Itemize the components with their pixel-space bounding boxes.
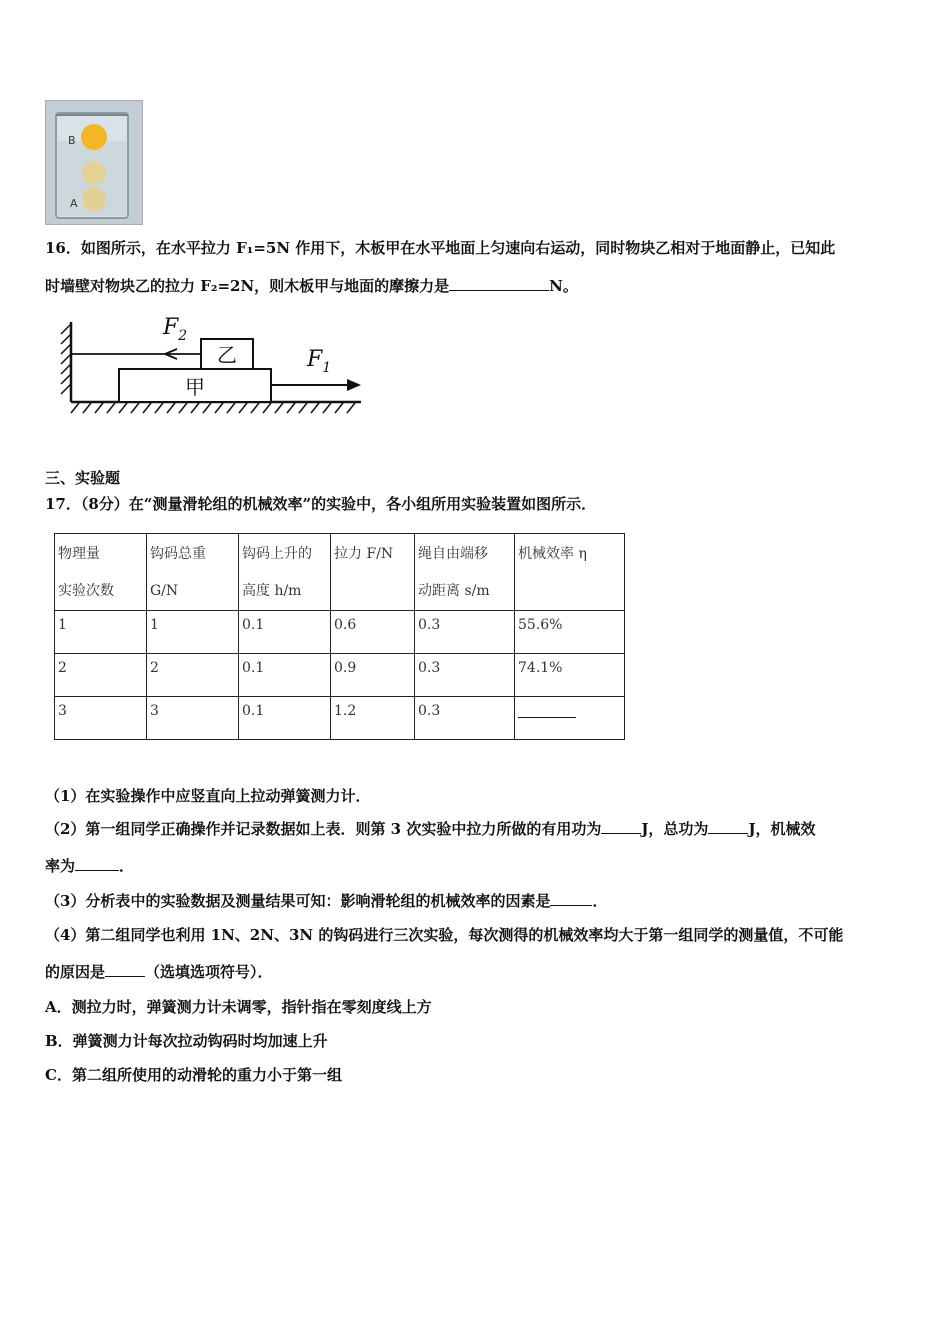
ball-b bbox=[81, 124, 107, 150]
f2-label: $F_2$ bbox=[163, 315, 188, 344]
table-cell: 0.9 bbox=[331, 654, 415, 697]
data-table bbox=[54, 533, 625, 740]
table-cell: 2 bbox=[147, 654, 239, 697]
efficiency-blank-cell[interactable] bbox=[515, 697, 625, 740]
block-yi-label: 乙 bbox=[217, 343, 237, 367]
q17-intro: 17．（8分）在“测量滑轮组的机械效率”的实验中，各小组所用实验装置如图所示． bbox=[45, 495, 597, 513]
q17-part3-suffix: ． bbox=[592, 892, 608, 910]
header-cell: 拉力 F/N bbox=[331, 534, 415, 611]
option-c: C．第二组所使用的动滑轮的重力小于第一组 bbox=[45, 1066, 342, 1084]
q17-part2-line2 bbox=[45, 855, 134, 876]
q17-part4-suffix: （选填选项符号）． bbox=[145, 963, 273, 981]
q16-line1: 16．如图所示，在水平拉力 F₁=5N 作用下，木板甲在水平地面上匀速向右运动，同时物块乙相对于地面静止，已知此 bbox=[45, 239, 836, 257]
useful-work-blank[interactable] bbox=[601, 819, 641, 834]
q17-part3 bbox=[45, 890, 607, 911]
q17-part4-line1: （4）第二组同学也利用 1N、2N、3N 的钩码进行三次实验，每次测得的机械效率均大于第一组同学的测量值，不可能 bbox=[45, 926, 844, 944]
q17-part4-prefix: 的原因是 bbox=[45, 963, 106, 981]
section-heading: 三、实验题 bbox=[45, 469, 121, 487]
q17-part2-text-b: J，总功为 bbox=[641, 820, 709, 838]
q17-part2-text-a: （2）第一组同学正确操作并记录数据如上表．则第 3 次实验中拉力所做的有用功为 bbox=[45, 820, 602, 838]
table-cell: 0.1 bbox=[239, 654, 331, 697]
table-row bbox=[55, 611, 625, 654]
table-cell: 3 bbox=[55, 697, 147, 740]
q17-part1: （1）在实验操作中应竖直向上拉动弹簧测力计． bbox=[45, 787, 371, 805]
board-jia-label: 甲 bbox=[185, 375, 205, 399]
q16-line2 bbox=[45, 275, 578, 296]
force-diagram-svg bbox=[55, 310, 375, 422]
table-cell: 0.3 bbox=[415, 654, 515, 697]
total-work-blank[interactable] bbox=[708, 819, 748, 834]
factor-blank[interactable] bbox=[550, 891, 592, 906]
q16-answer-blank[interactable] bbox=[449, 276, 549, 291]
table-header-row bbox=[55, 534, 625, 611]
q17-part4-line2 bbox=[45, 961, 273, 982]
table-cell: 55.6% bbox=[515, 611, 625, 654]
beaker-photo bbox=[45, 100, 143, 225]
q17-part2-text-d: 率为 bbox=[45, 857, 76, 875]
table-cell: 1.2 bbox=[331, 697, 415, 740]
efficiency-blank[interactable] bbox=[518, 703, 576, 718]
label-a: A bbox=[70, 197, 78, 210]
force-diagram bbox=[55, 310, 375, 426]
table-row bbox=[55, 654, 625, 697]
table-cell: 0.1 bbox=[239, 697, 331, 740]
table-cell: 0.3 bbox=[415, 611, 515, 654]
reason-blank[interactable] bbox=[105, 962, 145, 977]
ball-a bbox=[82, 187, 106, 211]
table-row bbox=[55, 697, 625, 740]
table-cell: 3 bbox=[147, 697, 239, 740]
q16-line2-prefix: 时墙壁对物块乙的拉力 F₂=2N，则木板甲与地面的摩擦力是 bbox=[45, 277, 450, 295]
table-cell: 0.3 bbox=[415, 697, 515, 740]
data-table-wrap bbox=[54, 533, 625, 740]
table-cell: 0.1 bbox=[239, 611, 331, 654]
table-cell: 2 bbox=[55, 654, 147, 697]
q16-line2-suffix: N。 bbox=[549, 277, 578, 295]
q17-part3-text: （3）分析表中的实验数据及测量结果可知：影响滑轮组的机械效率的因素是 bbox=[45, 892, 551, 910]
label-b: B bbox=[68, 134, 76, 147]
header-cell: 钩码上升的 高度 h/m bbox=[239, 534, 331, 611]
q17-part2-text-c: J，机械效 bbox=[748, 820, 816, 838]
table-cell: 74.1% bbox=[515, 654, 625, 697]
table-cell: 1 bbox=[55, 611, 147, 654]
header-cell: 钩码总重 G/N bbox=[147, 534, 239, 611]
option-b: B．弹簧测力计每次拉动钩码时均加速上升 bbox=[45, 1032, 328, 1050]
efficiency-answer-blank[interactable] bbox=[75, 856, 119, 871]
table-cell: 0.6 bbox=[331, 611, 415, 654]
q17-part2-line1 bbox=[45, 818, 816, 839]
beaker-illustration bbox=[46, 101, 142, 224]
q17-part2-text-e: ． bbox=[119, 857, 135, 875]
f1-label: $F_1$ bbox=[307, 347, 332, 376]
header-cell: 机械效率 η bbox=[515, 534, 625, 611]
header-cell: 物理量 实验次数 bbox=[55, 534, 147, 611]
header-cell: 绳自由端移 动距离 s/m bbox=[415, 534, 515, 611]
table-cell: 1 bbox=[147, 611, 239, 654]
option-a: A．测拉力时，弹簧测力计未调零，指针指在零刻度线上方 bbox=[45, 998, 432, 1016]
